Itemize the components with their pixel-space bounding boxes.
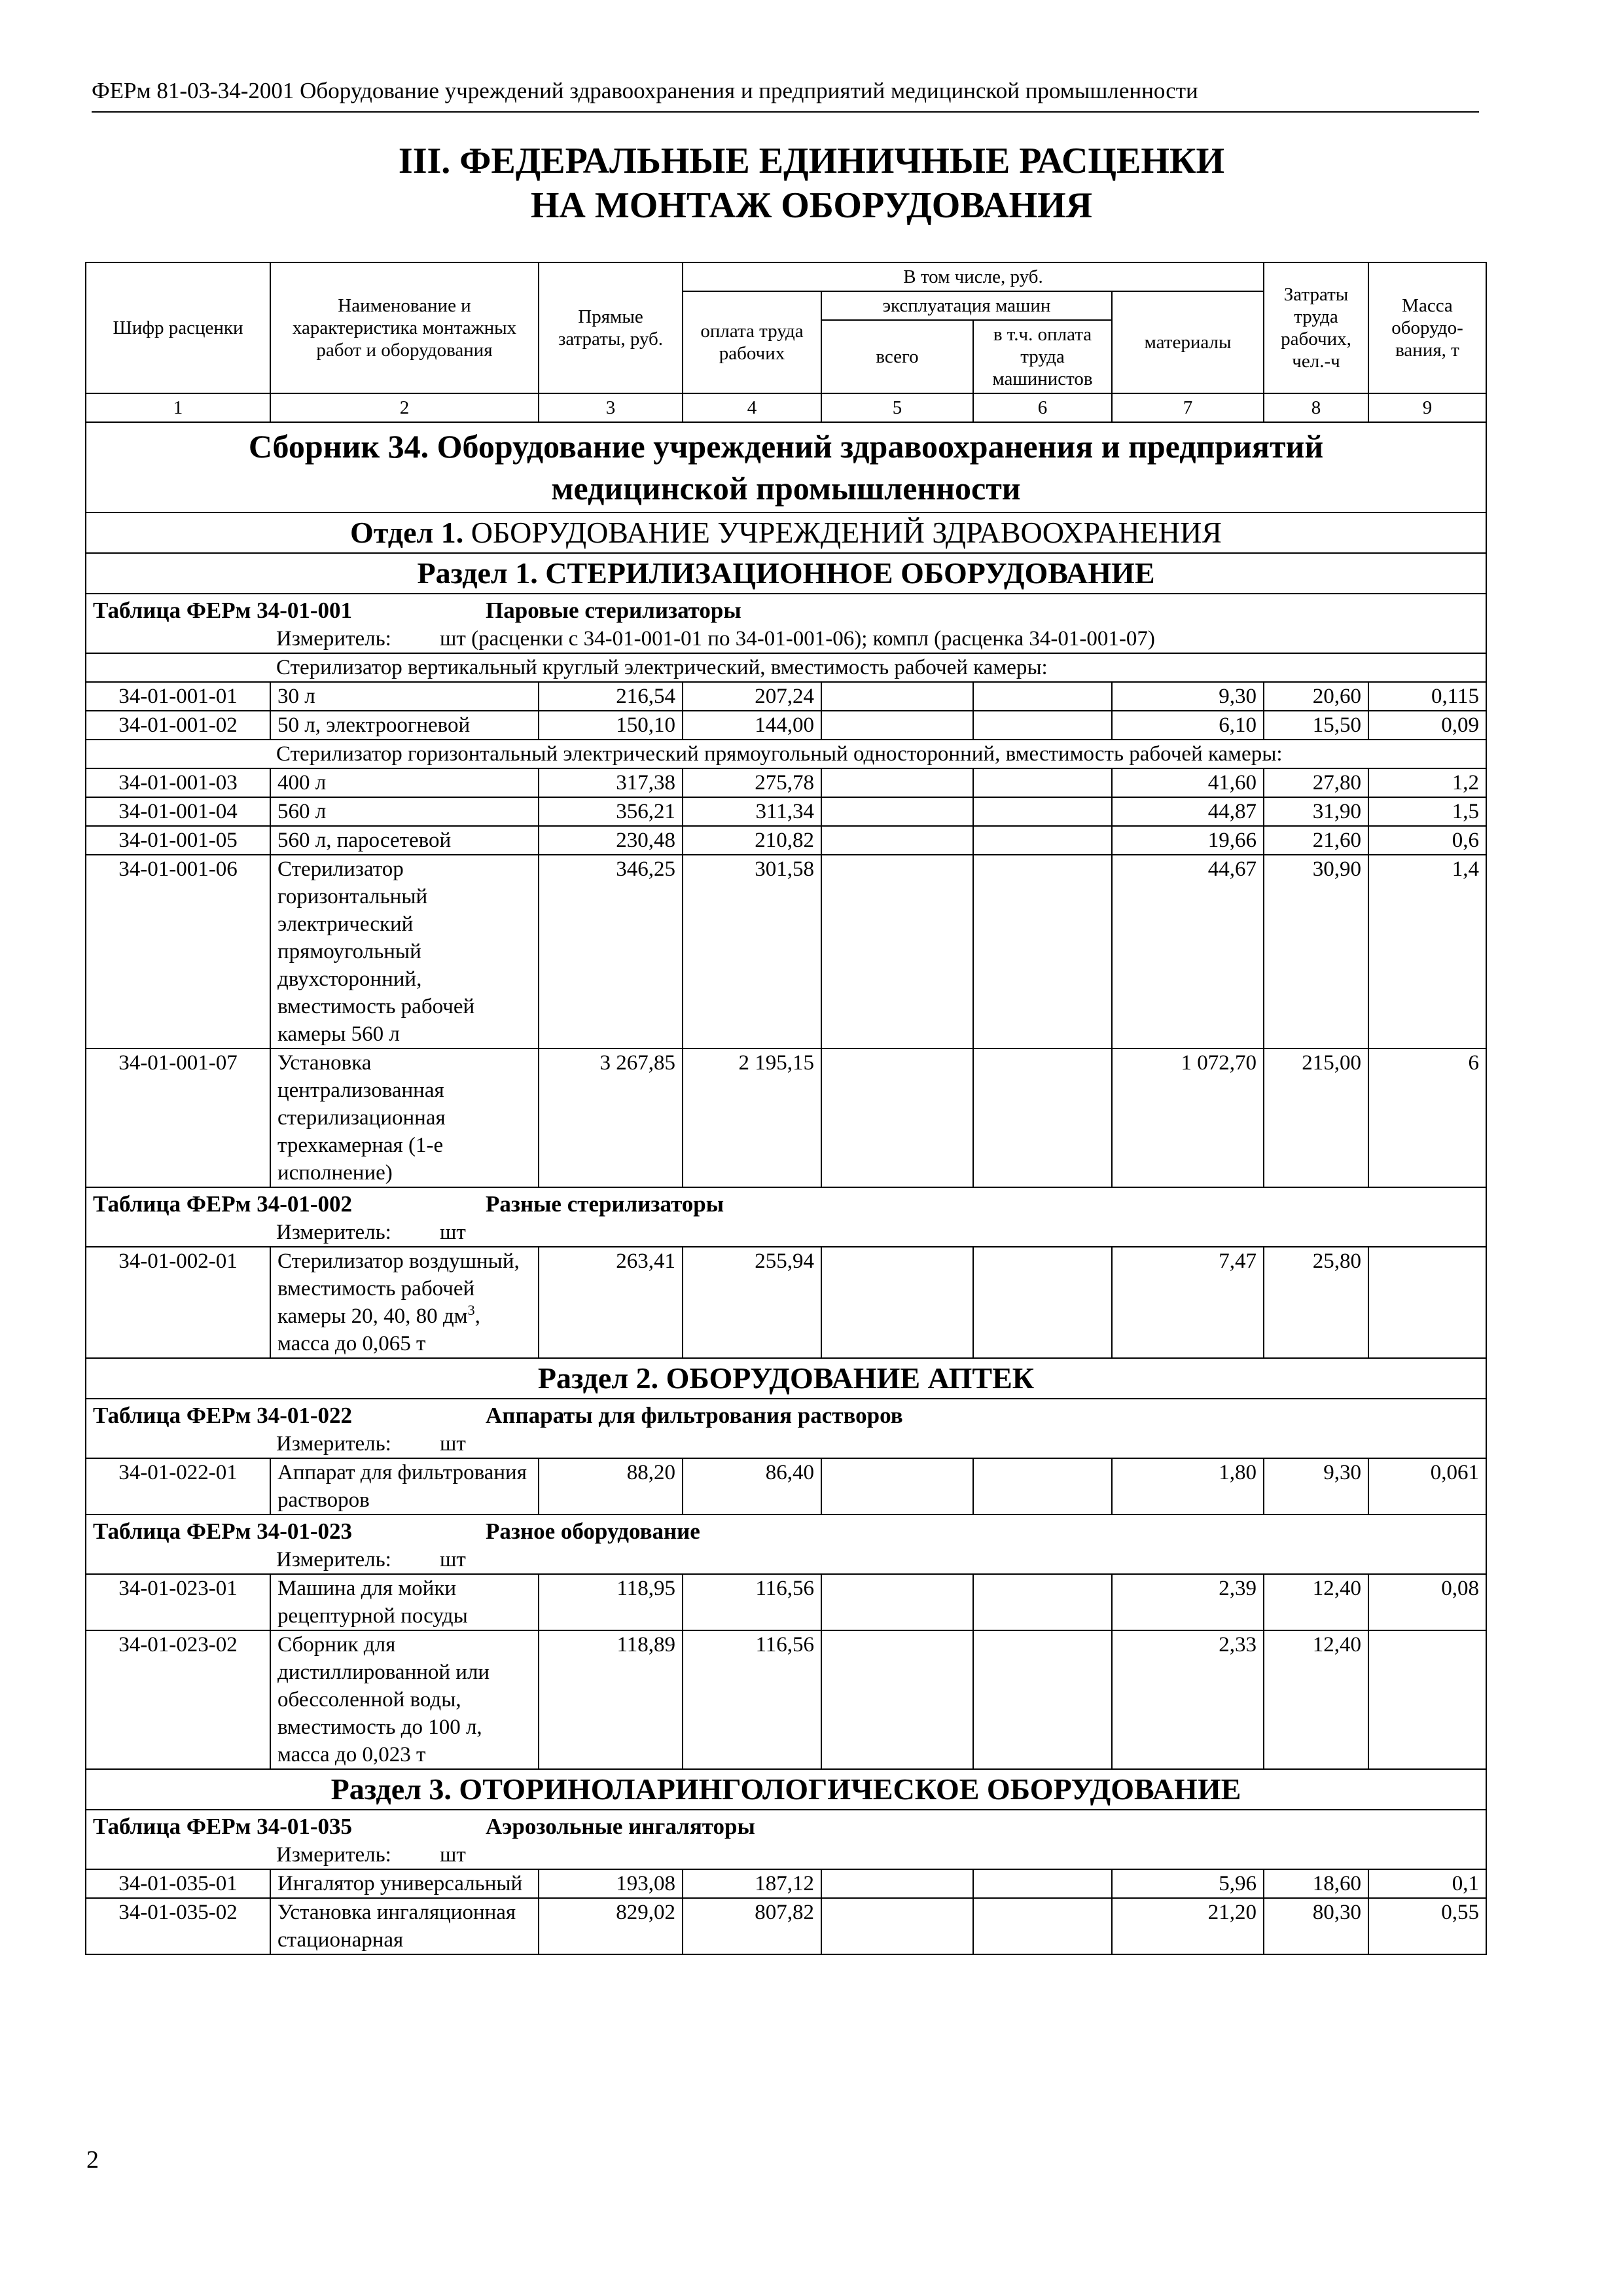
equipment-mass: 1,2 bbox=[1368, 768, 1486, 797]
machinist-pay bbox=[973, 1049, 1112, 1187]
table-row bbox=[86, 1049, 1486, 1187]
labor-pay: 144,00 bbox=[683, 711, 821, 740]
rate-code: 34-01-022-01 bbox=[86, 1458, 270, 1515]
machinist-pay bbox=[973, 1898, 1112, 1954]
materials-cost: 21,20 bbox=[1112, 1898, 1264, 1954]
col-name-header: Наименование и характеристика монтажных работ и оборудования bbox=[270, 262, 539, 393]
table-heading-row bbox=[86, 1399, 1486, 1430]
collection-title-line-1: Сборник 34. Оборудование учреждений здравоохранения и предприятий bbox=[248, 428, 1324, 465]
direct-cost: 829,02 bbox=[539, 1898, 683, 1954]
equipment-mass: 6 bbox=[1368, 1049, 1486, 1187]
col-labor-cost-header: Затраты труда рабочих, чел.-ч bbox=[1264, 262, 1368, 393]
machine-cost bbox=[821, 1247, 973, 1358]
page-title-line-1: III. ФЕДЕРАЛЬНЫЕ ЕДИНИЧНЫЕ РАСЦЕНКИ bbox=[398, 141, 1225, 181]
machinist-pay bbox=[973, 797, 1112, 826]
labor-pay: 2 195,15 bbox=[683, 1049, 821, 1187]
labor-pay: 116,56 bbox=[683, 1574, 821, 1630]
direct-cost: 346,25 bbox=[539, 855, 683, 1049]
column-number: 1 bbox=[86, 393, 270, 422]
col-machine-op-header: эксплуатация машин bbox=[821, 291, 1112, 320]
direct-cost: 150,10 bbox=[539, 711, 683, 740]
machine-cost bbox=[821, 797, 973, 826]
table-row bbox=[86, 1247, 1486, 1358]
machinist-pay bbox=[973, 1869, 1112, 1898]
labor-pay: 311,34 bbox=[683, 797, 821, 826]
meter bbox=[86, 625, 1486, 653]
direct-cost: 216,54 bbox=[539, 682, 683, 711]
table-heading bbox=[86, 594, 1486, 625]
machinist-pay bbox=[973, 826, 1112, 855]
labor-pay: 275,78 bbox=[683, 768, 821, 797]
machine-cost bbox=[821, 1898, 973, 1954]
table-heading-row bbox=[86, 1810, 1486, 1841]
section-row bbox=[86, 1358, 1486, 1399]
machinist-pay bbox=[973, 1247, 1112, 1358]
meter bbox=[86, 1430, 1486, 1458]
equipment-mass: 1,5 bbox=[1368, 797, 1486, 826]
machinist-pay bbox=[973, 1458, 1112, 1515]
section-title bbox=[86, 1769, 1486, 1810]
machine-cost bbox=[821, 682, 973, 711]
work-name: Стерилизатор горизонтальный электрический прямоугольный двухсторонний, вместимость рабочей камеры 560 л bbox=[270, 855, 539, 1049]
table-row bbox=[86, 1458, 1486, 1515]
direct-cost: 118,89 bbox=[539, 1630, 683, 1769]
group-subtitle: Стерилизатор горизонтальный электрический прямоугольный односторонний, вместимость рабочей камеры: bbox=[86, 740, 1486, 768]
machine-cost bbox=[821, 1869, 973, 1898]
meter-value: шт bbox=[440, 1221, 466, 1244]
col-labor-pay-header: оплата труда рабочих bbox=[683, 291, 821, 393]
equipment-mass: 0,061 bbox=[1368, 1458, 1486, 1515]
machinist-pay bbox=[973, 711, 1112, 740]
materials-cost: 41,60 bbox=[1112, 768, 1264, 797]
col-direct-header: Прямые затраты, руб. bbox=[539, 262, 683, 393]
col-materials-header: материалы bbox=[1112, 291, 1264, 393]
table-title: Разные стерилизаторы bbox=[486, 1191, 724, 1217]
column-number: 7 bbox=[1112, 393, 1264, 422]
meter-value: шт bbox=[440, 1548, 466, 1571]
equipment-mass: 1,4 bbox=[1368, 855, 1486, 1049]
table-header bbox=[86, 262, 1486, 422]
labor-hours: 12,40 bbox=[1264, 1630, 1368, 1769]
labor-pay: 210,82 bbox=[683, 826, 821, 855]
equipment-mass bbox=[1368, 1247, 1486, 1358]
table-title: Аэрозольные ингаляторы bbox=[486, 1814, 755, 1839]
rate-code: 34-01-035-01 bbox=[86, 1869, 270, 1898]
direct-cost: 263,41 bbox=[539, 1247, 683, 1358]
rate-code: 34-01-001-04 bbox=[86, 797, 270, 826]
table-id: Таблица ФЕРм 34-01-023 bbox=[93, 1518, 353, 1544]
labor-hours: 25,80 bbox=[1264, 1247, 1368, 1358]
table-row bbox=[86, 1898, 1486, 1954]
labor-hours: 27,80 bbox=[1264, 768, 1368, 797]
table-id: Таблица ФЕРм 34-01-001 bbox=[93, 598, 353, 623]
labor-pay: 116,56 bbox=[683, 1630, 821, 1769]
work-name: 50 л, электроогневой bbox=[270, 711, 539, 740]
work-name: Ингалятор универсальный bbox=[270, 1869, 539, 1898]
table-id: Таблица ФЕРм 34-01-002 bbox=[93, 1191, 353, 1217]
materials-cost: 7,47 bbox=[1112, 1247, 1264, 1358]
machinist-pay bbox=[973, 1630, 1112, 1769]
section-name: ОТОРИНОЛАРИНГОЛОГИЧЕСКОЕ ОБОРУДОВАНИЕ bbox=[459, 1772, 1241, 1806]
meter-label: Измеритель: bbox=[276, 1548, 391, 1571]
work-name-tail: , масса до 0,065 т bbox=[277, 1304, 480, 1355]
equipment-mass: 0,55 bbox=[1368, 1898, 1486, 1954]
meter bbox=[86, 1841, 1486, 1869]
table-heading-row bbox=[86, 594, 1486, 625]
table-title: Разное оборудование bbox=[486, 1518, 700, 1544]
section-title bbox=[86, 1358, 1486, 1399]
labor-hours: 12,40 bbox=[1264, 1574, 1368, 1630]
labor-hours: 31,90 bbox=[1264, 797, 1368, 826]
materials-cost: 19,66 bbox=[1112, 826, 1264, 855]
work-name: Сборник для дистиллированной или обессоленной воды, вместимость до 100 л, масса до 0,023 т bbox=[270, 1630, 539, 1769]
direct-cost: 230,48 bbox=[539, 826, 683, 855]
machine-cost bbox=[821, 855, 973, 1049]
section-name: СТЕРИЛИЗАЦИОННОЕ ОБОРУДОВАНИЕ bbox=[545, 556, 1155, 590]
direct-cost: 88,20 bbox=[539, 1458, 683, 1515]
table-row bbox=[86, 711, 1486, 740]
labor-hours: 18,60 bbox=[1264, 1869, 1368, 1898]
meter-value: шт (расценки с 34-01-001-01 по 34-01-001-06); компл (расценка 34-01-001-07) bbox=[440, 627, 1155, 651]
work-name-superscript: 3 bbox=[467, 1302, 475, 1318]
section-prefix: Раздел 3. bbox=[330, 1772, 452, 1806]
machinist-pay bbox=[973, 1574, 1112, 1630]
group-subtitle-row bbox=[86, 653, 1486, 682]
column-number: 5 bbox=[821, 393, 973, 422]
materials-cost: 1 072,70 bbox=[1112, 1049, 1264, 1187]
meter-label: Измеритель: bbox=[276, 1221, 391, 1244]
meter-row bbox=[86, 1219, 1486, 1247]
page-title-line-2: НА МОНТАЖ ОБОРУДОВАНИЯ bbox=[530, 185, 1093, 226]
equipment-mass: 0,6 bbox=[1368, 826, 1486, 855]
equipment-mass: 0,08 bbox=[1368, 1574, 1486, 1630]
rates-table bbox=[85, 262, 1487, 1955]
materials-cost: 6,10 bbox=[1112, 711, 1264, 740]
materials-cost: 2,33 bbox=[1112, 1630, 1264, 1769]
materials-cost: 44,87 bbox=[1112, 797, 1264, 826]
page-title bbox=[0, 139, 1623, 228]
section-title bbox=[86, 553, 1486, 594]
collection-title bbox=[86, 422, 1486, 512]
direct-cost: 317,38 bbox=[539, 768, 683, 797]
collection-title-line-2: медицинской промышленности bbox=[551, 470, 1021, 507]
work-name: 30 л bbox=[270, 682, 539, 711]
column-number: 3 bbox=[539, 393, 683, 422]
column-number: 4 bbox=[683, 393, 821, 422]
labor-hours: 15,50 bbox=[1264, 711, 1368, 740]
table-title: Аппараты для фильтрования растворов bbox=[486, 1403, 903, 1428]
column-number: 6 bbox=[973, 393, 1112, 422]
equipment-mass: 0,115 bbox=[1368, 682, 1486, 711]
labor-pay: 807,82 bbox=[683, 1898, 821, 1954]
work-name: Установка ингаляционная стационарная bbox=[270, 1898, 539, 1954]
meter-label: Измеритель: bbox=[276, 1843, 391, 1867]
col-code-header: Шифр расценки bbox=[86, 262, 270, 393]
machine-cost bbox=[821, 826, 973, 855]
labor-hours: 21,60 bbox=[1264, 826, 1368, 855]
table-row bbox=[86, 682, 1486, 711]
labor-pay: 86,40 bbox=[683, 1458, 821, 1515]
section-row bbox=[86, 553, 1486, 594]
rate-code: 34-01-023-01 bbox=[86, 1574, 270, 1630]
meter-value: шт bbox=[440, 1432, 466, 1456]
materials-cost: 9,30 bbox=[1112, 682, 1264, 711]
direct-cost: 356,21 bbox=[539, 797, 683, 826]
group-subtitle-row bbox=[86, 740, 1486, 768]
meter-row bbox=[86, 625, 1486, 653]
work-name-text: Стерилизатор воздушный, вместимость рабочей камеры 20, 40, 80 дм bbox=[277, 1249, 520, 1328]
work-name: 400 л bbox=[270, 768, 539, 797]
labor-hours: 80,30 bbox=[1264, 1898, 1368, 1954]
table-row bbox=[86, 826, 1486, 855]
materials-cost: 5,96 bbox=[1112, 1869, 1264, 1898]
equipment-mass: 0,09 bbox=[1368, 711, 1486, 740]
machine-cost bbox=[821, 1630, 973, 1769]
equipment-mass bbox=[1368, 1630, 1486, 1769]
meter-row bbox=[86, 1430, 1486, 1458]
machinist-pay bbox=[973, 855, 1112, 1049]
table-id: Таблица ФЕРм 34-01-035 bbox=[93, 1814, 353, 1839]
work-name: 560 л, паросетевой bbox=[270, 826, 539, 855]
table-heading-row bbox=[86, 1515, 1486, 1546]
materials-cost: 1,80 bbox=[1112, 1458, 1264, 1515]
labor-hours: 9,30 bbox=[1264, 1458, 1368, 1515]
machine-cost bbox=[821, 1458, 973, 1515]
table-row bbox=[86, 855, 1486, 1049]
labor-pay: 207,24 bbox=[683, 682, 821, 711]
col-including-header: В том числе, руб. bbox=[683, 262, 1264, 291]
labor-hours: 215,00 bbox=[1264, 1049, 1368, 1187]
meter-row bbox=[86, 1546, 1486, 1574]
division-name: ОБОРУДОВАНИЕ УЧРЕЖДЕНИЙ ЗДРАВООХРАНЕНИЯ bbox=[471, 516, 1222, 549]
col-machinist-pay-header: в т.ч. оплата труда машинистов bbox=[973, 320, 1112, 393]
meter-row bbox=[86, 1841, 1486, 1869]
machinist-pay bbox=[973, 768, 1112, 797]
equipment-mass: 0,1 bbox=[1368, 1869, 1486, 1898]
section-name: ОБОРУДОВАНИЕ АПТЕК bbox=[666, 1361, 1035, 1395]
table-row bbox=[86, 1574, 1486, 1630]
machine-cost bbox=[821, 1049, 973, 1187]
section-prefix: Раздел 2. bbox=[537, 1361, 659, 1395]
section-row bbox=[86, 1769, 1486, 1810]
col-machine-total-header: всего bbox=[821, 320, 973, 393]
labor-pay: 255,94 bbox=[683, 1247, 821, 1358]
page-number: 2 bbox=[86, 2146, 99, 2174]
rate-code: 34-01-001-05 bbox=[86, 826, 270, 855]
rate-code: 34-01-035-02 bbox=[86, 1898, 270, 1954]
table-heading bbox=[86, 1399, 1486, 1430]
rate-code: 34-01-023-02 bbox=[86, 1630, 270, 1769]
column-number: 8 bbox=[1264, 393, 1368, 422]
labor-hours: 30,90 bbox=[1264, 855, 1368, 1049]
table-id: Таблица ФЕРм 34-01-022 bbox=[93, 1403, 353, 1428]
rate-code: 34-01-001-03 bbox=[86, 768, 270, 797]
table-heading bbox=[86, 1187, 1486, 1219]
rate-code: 34-01-001-01 bbox=[86, 682, 270, 711]
meter bbox=[86, 1546, 1486, 1574]
table-row bbox=[86, 768, 1486, 797]
machine-cost bbox=[821, 711, 973, 740]
column-number: 9 bbox=[1368, 393, 1486, 422]
meter bbox=[86, 1219, 1486, 1247]
rate-code: 34-01-001-07 bbox=[86, 1049, 270, 1187]
table-row bbox=[86, 797, 1486, 826]
division-row bbox=[86, 512, 1486, 553]
col-mass-header: Масса оборудо-вания, т bbox=[1368, 262, 1486, 393]
column-number: 2 bbox=[270, 393, 539, 422]
work-name: Аппарат для фильтрования растворов bbox=[270, 1458, 539, 1515]
table-body bbox=[86, 422, 1486, 1954]
table-heading bbox=[86, 1515, 1486, 1546]
machine-cost bbox=[821, 1574, 973, 1630]
direct-cost: 118,95 bbox=[539, 1574, 683, 1630]
direct-cost: 193,08 bbox=[539, 1869, 683, 1898]
labor-pay: 301,58 bbox=[683, 855, 821, 1049]
rate-code: 34-01-001-02 bbox=[86, 711, 270, 740]
table-row bbox=[86, 1869, 1486, 1898]
table-heading bbox=[86, 1810, 1486, 1841]
meter-label: Измеритель: bbox=[276, 1432, 391, 1456]
group-subtitle: Стерилизатор вертикальный круглый электрический, вместимость рабочей камеры: bbox=[86, 653, 1486, 682]
direct-cost: 3 267,85 bbox=[539, 1049, 683, 1187]
running-header: ФЕРм 81-03-34-2001 Оборудование учреждений здравоохранения и предприятий медицинской промышленности bbox=[92, 77, 1479, 113]
materials-cost: 44,67 bbox=[1112, 855, 1264, 1049]
rate-code: 34-01-002-01 bbox=[86, 1247, 270, 1358]
labor-hours: 20,60 bbox=[1264, 682, 1368, 711]
meter-value: шт bbox=[440, 1843, 466, 1867]
materials-cost: 2,39 bbox=[1112, 1574, 1264, 1630]
machine-cost bbox=[821, 768, 973, 797]
work-name: Установка централизованная стерилизационная трехкамерная (1-е исполнение) bbox=[270, 1049, 539, 1187]
column-numbers-row bbox=[86, 393, 1486, 422]
work-name bbox=[270, 1247, 539, 1358]
section-prefix: Раздел 1. bbox=[417, 556, 538, 590]
labor-pay: 187,12 bbox=[683, 1869, 821, 1898]
table-heading-row bbox=[86, 1187, 1486, 1219]
collection-title-row bbox=[86, 422, 1486, 512]
table-title: Паровые стерилизаторы bbox=[486, 598, 741, 623]
table-row bbox=[86, 1630, 1486, 1769]
work-name: 560 л bbox=[270, 797, 539, 826]
machinist-pay bbox=[973, 682, 1112, 711]
work-name: Машина для мойки рецептурной посуды bbox=[270, 1574, 539, 1630]
meter-label: Измеритель: bbox=[276, 627, 391, 651]
division-prefix: Отдел 1. bbox=[350, 516, 464, 549]
rate-code: 34-01-001-06 bbox=[86, 855, 270, 1049]
division-title bbox=[86, 512, 1486, 553]
